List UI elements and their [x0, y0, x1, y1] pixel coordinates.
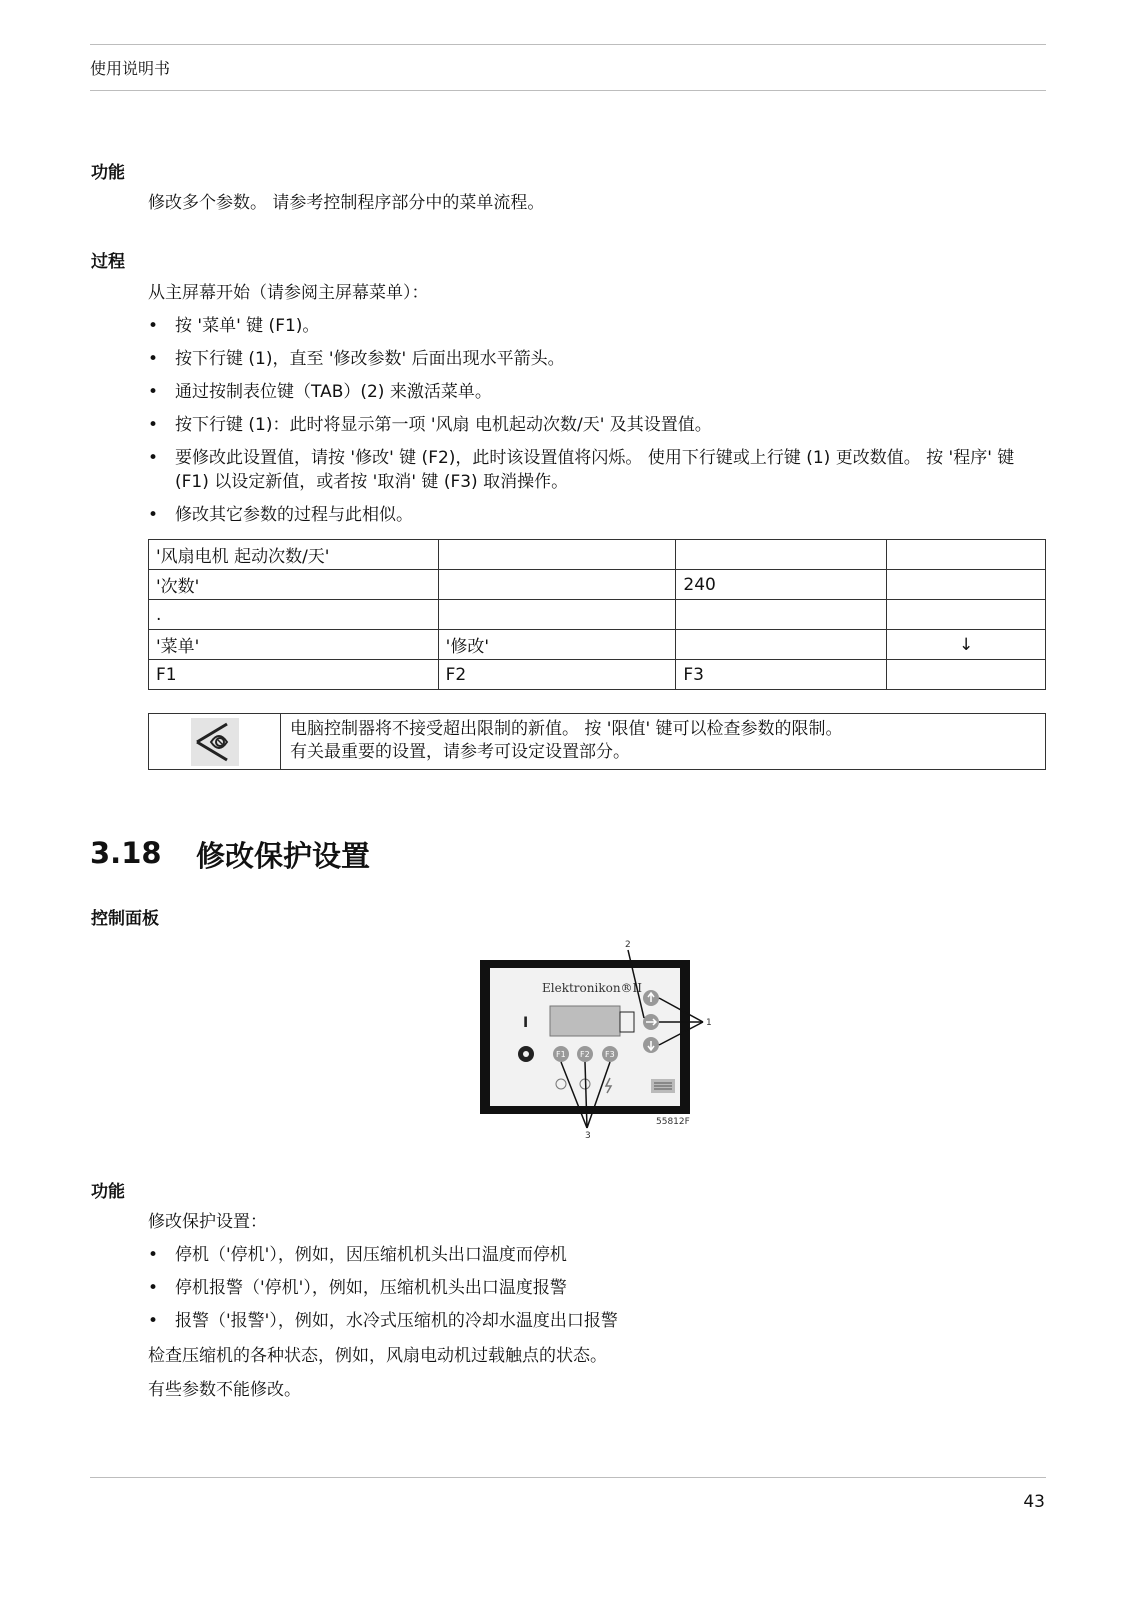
process-intro: 从主屏幕开始（请参阅主屏幕菜单）： [148, 283, 429, 303]
section-title: 修改保护设置 [196, 839, 371, 873]
f2-key-label: F2 [580, 1050, 590, 1059]
page-number: 43 [1023, 1492, 1045, 1512]
note-line: 有关最重要的设置，请参考可设定设置部分。 [290, 742, 630, 762]
function-intro-2: 修改保护设置： [148, 1212, 267, 1232]
table-cell [887, 570, 1046, 600]
header-top-rule [90, 44, 1046, 45]
table-row [149, 660, 1046, 690]
table-row [149, 570, 1046, 600]
list-item: • 按下行键 (1)：此时将显示第一项 '风扇 电机起动次数/天' 及其设置值。 [148, 413, 1028, 437]
header-bottom-rule [90, 90, 1046, 91]
brand-label: Elektronikon®II [542, 981, 643, 995]
table-row [149, 630, 1046, 660]
paragraph: 有些参数不能修改。 [148, 1380, 301, 1400]
table-cell: F1 [149, 660, 439, 690]
table-cell [887, 600, 1046, 630]
list-item: • 要修改此设置值，请按 '修改' 键 (F2)，此时该设置值将闪烁。 使用下行键或上行键 (1) 更改数值。 按 '程序' 键 (F1) 以设定新值，或者按 '取消' 键 (F3) 取消操作。 [148, 446, 1028, 494]
figure-code: 55812F [656, 1117, 690, 1127]
paragraph: 检查压缩机的各种状态，例如，风扇电动机过载触点的状态。 [148, 1346, 607, 1366]
eye-note-icon [191, 718, 239, 766]
function-heading-2: 功能 [91, 1182, 125, 1202]
f3-key-label: F3 [605, 1050, 615, 1059]
table-cell [438, 540, 676, 570]
list-item: • 通过按制表位键（TAB）(2) 来激活菜单。 [148, 380, 1028, 404]
table-cell [676, 540, 887, 570]
table-row [149, 600, 1046, 630]
table-cell: '修改' [438, 630, 676, 660]
table-cell: '风扇电机 起动次数/天' [149, 540, 439, 570]
list-item: • 按 '菜单' 键 (F1)。 [148, 314, 1028, 338]
down-arrow-icon: ↓ [887, 630, 1046, 660]
function-text: 修改多个参数。 请参考控制程序部分中的菜单流程。 [148, 193, 545, 213]
function-heading: 功能 [91, 163, 125, 183]
control-panel-heading: 控制面板 [91, 909, 159, 929]
table-cell [676, 600, 887, 630]
table-cell [887, 540, 1046, 570]
table-cell [887, 660, 1046, 690]
callout-2: 2 [625, 940, 631, 950]
table-row [149, 540, 1046, 570]
list-item: • 停机报警（'停机'），例如，压缩机机头出口温度报警 [148, 1276, 1028, 1300]
list-item: • 按下行键 (1)，直至 '修改参数' 后面出现水平箭头。 [148, 347, 1028, 371]
footer-rule [90, 1477, 1046, 1478]
table-cell [676, 630, 887, 660]
callout-1: 1 [706, 1018, 712, 1028]
process-heading: 过程 [91, 252, 125, 272]
control-panel-figure [470, 936, 720, 1146]
table-cell [438, 570, 676, 600]
table-cell: F2 [438, 660, 676, 690]
note-icon-cell [149, 714, 281, 769]
note-text [281, 714, 852, 769]
list-item: • 修改其它参数的过程与此相似。 [148, 503, 1028, 527]
table-cell: . [149, 600, 439, 630]
f1-key-label: F1 [556, 1050, 566, 1059]
table-cell: '次数' [149, 570, 439, 600]
protection-types-list [148, 1243, 1028, 1333]
list-item: • 报警（'报警'），例如，水冷式压缩机的冷却水温度出口报警 [148, 1309, 1028, 1333]
menu-display-table [148, 539, 1046, 690]
svg-text:I: I [523, 1015, 529, 1031]
process-steps [148, 314, 1028, 527]
table-cell: F3 [676, 660, 887, 690]
manual-title: 使用说明书 [90, 59, 171, 78]
note-line: 电脑控制器将不接受超出限制的新值。 按 '限值' 键可以检查参数的限制。 [290, 719, 843, 739]
callout-3: 3 [585, 1131, 591, 1141]
list-item: • 停机（'停机'），例如，因压缩机机头出口温度而停机 [148, 1243, 1028, 1267]
section-number: 3.18 [90, 836, 162, 870]
note-box [148, 713, 1046, 770]
table-cell [438, 600, 676, 630]
table-cell: 240 [676, 570, 887, 600]
table-cell: '菜单' [149, 630, 439, 660]
